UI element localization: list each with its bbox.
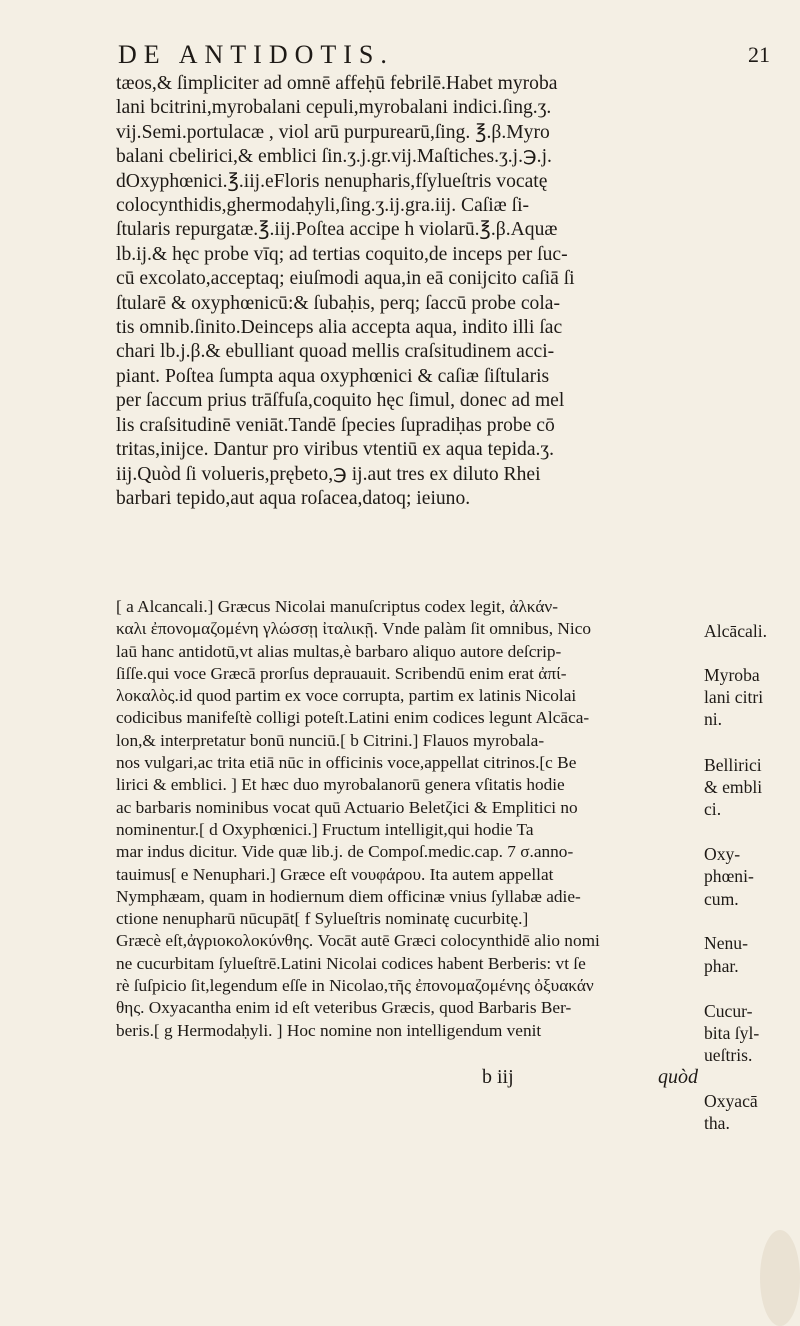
signature-mark: b iij: [482, 1066, 514, 1088]
annotation-line: ne cucurbitam ſylueſtrē.Latini Nicolai codices habent Berberis: vt ſe: [116, 953, 586, 973]
annotation-line: καλι ἐπονομαζομένη γλώσσῃ ἰταλικῇ. Vnde palàm ſit omnibus, Nico: [116, 619, 592, 639]
margin-note: ni.: [704, 709, 723, 729]
margin-note: phœni-: [704, 866, 754, 886]
text-line: tis omnib.ſinito.Deinceps alia accepta aqua, indito illi ſac: [116, 317, 563, 339]
margin-note: tha.: [704, 1113, 730, 1133]
page-stain: [760, 1230, 800, 1326]
margin-note: Oxy-: [704, 844, 741, 864]
text-line: lb.ij.& hęc probe vīq; ad tertias coquito,de inceps per ſuc-: [116, 243, 568, 265]
annotation-line: mar indus dicitur. Vide quæ lib.j. de Compoſ.medic.cap. 7 σ.anno-: [116, 842, 574, 862]
annotation-line: ctione nenupharū nūcupāt[ f Sylueſtris nominatę cucurbitę.]: [116, 909, 529, 929]
annotations: [116, 596, 698, 1042]
annotation-line: tauimus[ e Nenuphari.] Græce eſt νουφάρου. Ita autem appellat: [116, 864, 554, 884]
running-title: DE ANTIDOTIS.: [118, 40, 394, 69]
margin-note: ueſtris.: [704, 1045, 753, 1065]
text-line: vij.Semi.portulacæ , viol arū purpurearū,ſing. ℥.β.Myro: [116, 121, 550, 143]
margin-note: Oxyacā: [704, 1091, 758, 1111]
margin-note: ci.: [704, 799, 722, 819]
annotation-line: ſiſſe.qui voce Græcā prorſus deprauauit. Scribendū enim erat ἀπί-: [116, 663, 567, 683]
margin-note: cum.: [704, 889, 739, 909]
text-line: colocynthidis,ghermodaḥyli,ſing.ʒ.ij.gra.iij. Caſiæ ſi-: [116, 195, 530, 217]
text-line: lis craſsitudinē veniāt.Tandē ſpecies ſupradiḥas probe cō: [116, 414, 555, 436]
text-line: balani cbelirici,& emblici ſin.ʒ.j.gr.vij.Maſtiches.ʒ.j.℈.j.: [116, 146, 552, 168]
margin-note: & embli: [704, 777, 763, 797]
text-line: chari lb.j.β.& ebulliant quoad mellis craſsitudinem acci-: [116, 341, 555, 363]
margin-note: Myroba: [704, 665, 760, 685]
annotation-line: ac barbaris nominibus vocat quū Actuario Beletζici & Emplitici no: [116, 797, 578, 817]
annotation-line: laū hanc antidotū,vt alias multas,è barbaro aliquo autore deſcrip-: [116, 641, 562, 661]
annotation-line: lon,& interpretatur bonū nunciū.[ b Citrini.] Flauos myrobala-: [116, 730, 545, 750]
annotation-line: lirici & emblici. ] Et hæc duo myrobalanorū genera vſitatis hodie: [116, 775, 565, 795]
margin-note: bita ſyl-: [704, 1023, 760, 1043]
margin-note: Alcācali.: [704, 621, 768, 641]
text-line: iij.Quòd ſi volueris,prębeto,℈ ij.aut tres ex diluto Rhei: [116, 463, 541, 485]
margin-note: Bellirici: [704, 755, 762, 775]
text-line: piant. Poſtea ſumpta aqua oxyphœnici & caſiæ ſiſtularis: [116, 365, 550, 387]
annotation-line: rè ſuſpicio ſit,legendum eſſe in Nicolao,τῆς ἐπονομαζομένης ὀξυακάν: [116, 976, 594, 996]
text-line: barbari tepido,aut aqua roſacea,datoq; ieiuno.: [116, 487, 471, 509]
margin-note: lani citri: [704, 687, 764, 707]
page-footer: [116, 1066, 698, 1092]
text-line: per ſaccum prius trāſfuſa,coquito hęc ſimul, donec ad mel: [116, 390, 565, 412]
annotation-line: beris.[ g Hermodaḥyli. ] Hoc nomine non intelligendum venit: [116, 1020, 542, 1040]
text-line: tritas,inijce. Dantur pro viribus vtentiū ex aqua tepida.ʒ.: [116, 439, 555, 461]
text-line: lani bcitrini,myrobalani cepuli,myrobalani indici.ſing.ʒ.: [116, 97, 552, 119]
catchword: quòd: [658, 1066, 698, 1088]
text-line: cū excolato,acceptaq; eiuſmodi aqua,in eā conijcito caſiā ſi: [116, 268, 575, 290]
annotation-line: nominentur.[ d Oxyphœnici.] Fructum intelligit,qui hodie Ta: [116, 819, 534, 839]
page-header: [118, 40, 770, 74]
annotation-line: [ a Alcancali.] Græcus Nicolai manuſcriptus codex legit, ἀλκάν-: [116, 597, 558, 616]
text-line: ſtularē & oxyphœnicū:& ſubaḥis, perq; ſaccū probe cola-: [116, 292, 560, 314]
annotation-line: codicibus manifeſtè colligi poteſt.Latini enim codices legunt Alcāca-: [116, 708, 590, 728]
margin-note: phar.: [704, 956, 739, 976]
annotation-line: Græcè eſt,ἀγριοκολοκύνθης. Vocāt autē Græci colocynthidē alio nomi: [116, 931, 600, 951]
page-number: 21: [748, 42, 770, 67]
annotation-line: nos vulgari,ac trita etiā nūc in officinis voce,appellat citrinos.[c Be: [116, 753, 577, 773]
text-line: dOxyphœnici.℥.iij.eFloris nenupharis,fſylueſtris vocatę: [116, 170, 548, 192]
margin-note: Nenu-: [704, 933, 748, 953]
annotation-line: λοκαλὸς.id quod partim ex voce corrupta, partim ex latinis Nicolai: [116, 686, 577, 706]
text-line: ſtularis repurgatæ.℥.iij.Poſtea accipe h violarū.℥.β.Aquæ: [116, 219, 558, 241]
text-line: tæos,& ſimpliciter ad omnē affeḥū febrilē.Habet myroba: [116, 73, 558, 94]
main-text: [116, 72, 756, 511]
margin-note: Cucur-: [704, 1001, 753, 1021]
annotation-line: Nymphæam, quam in hodiernum diem officinæ vnius ſyllabæ adie-: [116, 886, 581, 906]
annotation-line: θης. Oxyacantha enim id eſt veteribus Græcis, quod Barbaris Ber-: [116, 998, 572, 1018]
